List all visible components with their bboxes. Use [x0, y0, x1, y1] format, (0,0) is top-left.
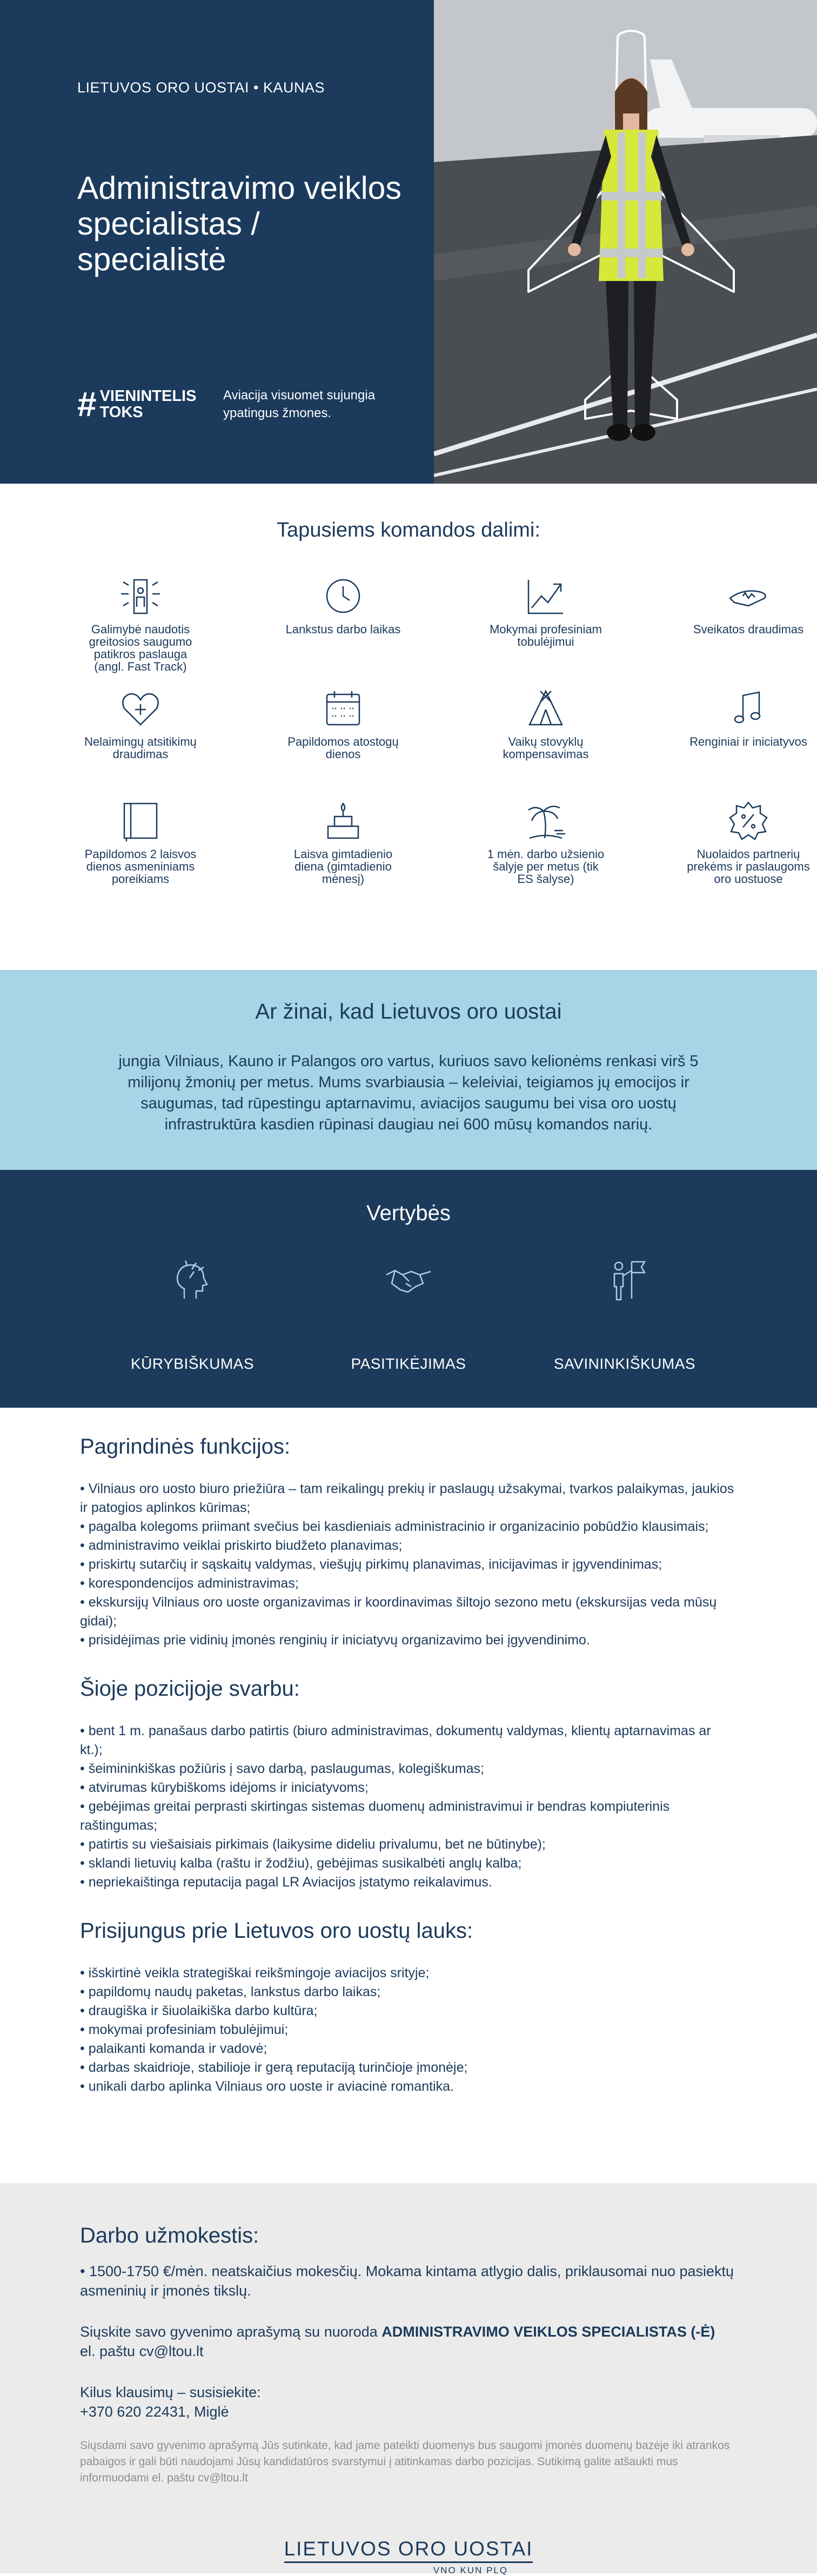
list-item: • darbas skaidrioje, stabilioje ir gerą reputaciją turinčioje įmonėje; [80, 2060, 468, 2075]
offer-list [80, 1964, 737, 2096]
heart-plus-icon [119, 687, 162, 730]
clock-icon [322, 574, 365, 618]
list-item: • šeimininkiškas požiūris į savo darbą, paslaugumas, kolegiškumas; [80, 1761, 484, 1776]
list-item: • draugiška ir šiuolaikiška darbo kultūra; [80, 2003, 318, 2018]
hero-tagline: Aviacija visuomet sujungia ypatingus žmones. [223, 388, 376, 420]
functions-title: Pagrindinės funkcijos: [80, 1435, 291, 1458]
list-item: • nepriekaištinga reputacija pagal LR Aviacijos įstatymo reikalavimus. [80, 1875, 492, 1890]
salary-text: • 1500-1750 €/mėn. neatskaičius mokesčių. Mokama kintama atlygio dalis, priklausomai nuo pasiektų asmeninių ir įmonės tikslų. [80, 2263, 734, 2299]
benefit-label: Nelaimingų atsitikimų draudimas [84, 735, 197, 761]
about-title: Ar žinai, kad Lietuvos oro uostai [255, 1000, 562, 1023]
hero [0, 0, 817, 484]
airport-codes: VNO KUN PLQ [433, 2565, 508, 2575]
list-item: • prisidėjimas prie vidinių įmonės renginių ir iniciatyvų organizavimo bei įgyvendinimo. [80, 1632, 590, 1648]
creative-head-icon [168, 1255, 217, 1304]
hashtag-line: TOKS [99, 404, 143, 421]
benefit-item [484, 687, 608, 799]
palm-tree-icon [524, 799, 567, 842]
benefit-label: Nuolaidos partnerių prekėms ir paslaugoms oro uostuose [687, 847, 810, 886]
hashtag-line: VIENINTELIS [99, 387, 197, 405]
job-details [0, 1408, 817, 2183]
growth-chart-icon [524, 574, 567, 618]
hashtag-logo [77, 385, 226, 424]
benefit-label: Renginiai ir iniciatyvos [689, 735, 807, 748]
about-section [0, 970, 817, 1170]
page-title: Administravimo veiklos specialistas / specialistė [77, 170, 401, 277]
benefit-label: Sveikatos draudimas [693, 623, 804, 636]
values-row [0, 1255, 817, 1373]
list-item: • išskirtinė veikla strategiškai reikšmingoje aviacijos srityje; [80, 1965, 430, 1980]
requirements-title: Šioje pozicijoje svarbu: [80, 1677, 300, 1701]
airport-staff-photo [434, 0, 817, 484]
cake-icon [322, 799, 365, 842]
hash-icon: # [77, 385, 97, 424]
brand-name: LIETUVOS ORO UOSTAI [284, 2538, 533, 2563]
benefit-label: 1 mėn. darbo užsienio šalyje per metus (tik ES šalyse) [487, 847, 605, 886]
benefits-grid [78, 574, 817, 912]
list-item: • sklandi lietuvių kalba (raštu ir žodžiu), gebėjimas susikalbėti anglų kalba; [80, 1856, 522, 1871]
list-item: • unikali darbo aplinka Vilniaus oro uoste ir aviacinė romantika. [80, 2079, 454, 2094]
apply-email-link[interactable]: el. paštu cv@ltou.lt [80, 2343, 204, 2359]
benefit-label: Galimybė naudotis greitosios saugumo patikros paslauga (angl. Fast Track) [89, 623, 192, 673]
person-flag-icon [600, 1255, 649, 1304]
list-item: • mokymai profesiniam tobulėjimui; [80, 2022, 289, 2037]
list-item: • Vilniaus oro uosto biuro priežiūra – tam reikalingų prekių ir paslaugų užsakymai, tvarkos palaikymas, jaukios ir patogios aplinkos kūrimas; [80, 1481, 734, 1515]
about-text: jungia Vilniaus, Kauno ir Palangos oro vartus, kuriuos savo kelionėms renkasi virš 5 milijonų žmonių per metus. Mums svarbiausia – keleiviai, teigiamos jų emocijos ir saugumas, tad rūpestingu aptarnavimu, aviacijos saugumu bei visa oro uostų infrastruktūra kasdien rūpinasi daugiau nei 600 mūsų komandos narių. [118, 1053, 699, 1133]
benefits-section [0, 484, 817, 970]
requirements-list [80, 1722, 737, 1892]
apply-reference: ADMINISTRAVIMO VEIKLOS SPECIALISTAS (-Ė) [381, 2324, 715, 2340]
contact-info [80, 2383, 737, 2421]
functions-list [80, 1480, 737, 1650]
value-item [544, 1255, 706, 1373]
benefit-item [78, 574, 203, 687]
list-item: • bent 1 m. panašaus darbo patirtis (biuro administravimas, dokumentų valdymas, klientų aptarnavimas ar kt.); [80, 1723, 711, 1757]
benefit-item [686, 574, 811, 687]
apply-prefix: Siųskite savo gyvenimo aprašymą su nuoroda [80, 2324, 382, 2340]
benefits-title: Tapusiems komandos dalimi: [277, 519, 540, 541]
list-item: • gebėjimas greitai perprasti skirtingas sistemas duomenų administravimui ir bendras kompiuterinis raštingumas; [80, 1799, 670, 1833]
list-item: • atvirumas kūrybiškoms idėjoms ir iniciatyvoms; [80, 1780, 369, 1795]
hero-panel [0, 0, 434, 484]
list-item: • patirtis su viešaisiais pirkimais (laikysime dideliu privalumu, bet ne būtinybe); [80, 1837, 546, 1852]
hero-tag [77, 386, 396, 422]
health-hand-icon [727, 574, 770, 618]
offer-title: Prisijungus prie Lietuvos oro uostų lauks: [80, 1919, 473, 1943]
benefit-item [281, 799, 405, 912]
calendar-icon [322, 687, 365, 730]
value-label: PASITIKĖJIMAS [351, 1355, 466, 1372]
apply-instructions [80, 2322, 737, 2361]
list-item: • priskirtų sutarčių ir sąskaitų valdymas, viešųjų pirkimų planavimas, inicijavimas ir įgyvendinimas; [80, 1557, 662, 1572]
benefit-label: Laisva gimtadienio diena (gimtadienio mėnesį) [293, 847, 393, 886]
privacy-disclaimer: Siųsdami savo gyvenimo aprašymą Jūs sutinkate, kad jame pateikti duomenys bus saugomi įmonės duomenų bazėje iki atrankos pabaigos ir gali būti naudojami Jūsų kandidatūros svarstymui į atitinkamas darbo pozicijas. Sutikimą galite atšaukti mus informuodami el. paštu cv@ltou.lt [80, 2439, 730, 2484]
benefit-label: Papildomos 2 laisvos dienos asmeniniams poreikiams [84, 847, 197, 886]
values-title: Vertybės [366, 1201, 451, 1225]
tent-icon [524, 687, 567, 730]
handshake-icon [384, 1255, 433, 1304]
list-item: • papildomų naudų paketas, lankstus darbo laikas; [80, 1984, 381, 1999]
salary-section [0, 2183, 817, 2573]
benefit-item [686, 799, 811, 912]
benefit-item [78, 687, 203, 799]
values-section [0, 1170, 817, 1408]
discount-badge-icon [727, 799, 770, 842]
list-item: • administravimo veiklai priskirto biudžeto planavimas; [80, 1538, 403, 1553]
fast-track-icon [119, 574, 162, 618]
value-item [327, 1255, 490, 1373]
value-label: KŪRYBIŠKUMAS [131, 1355, 254, 1372]
benefit-label: Mokymai profesiniam tobulėjimui [490, 623, 602, 648]
music-note-icon [727, 687, 770, 730]
value-label: SAVININKIŠKUMAS [553, 1355, 696, 1372]
salary-title: Darbo užmokestis: [80, 2224, 259, 2247]
list-item: • palaikanti komanda ir vadovė; [80, 2041, 267, 2056]
benefit-item [686, 687, 811, 799]
contact-label: Kilus klausimų – susisiekite: [80, 2384, 261, 2400]
hero-kicker: LIETUVOS ORO UOSTAI • KAUNAS [77, 79, 325, 96]
list-item: • pagalba kolegoms priimant svečius bei kasdieniais administracinio ir organizacinio pobūdžio klausimais; [80, 1519, 709, 1534]
value-item [111, 1255, 273, 1373]
list-item: • korespondencijos administravimas; [80, 1576, 299, 1591]
hero-photo [434, 0, 817, 484]
benefit-item [281, 687, 405, 799]
contact-phone[interactable]: +370 620 22431, Miglė [80, 2404, 229, 2420]
benefit-item [78, 799, 203, 912]
benefit-item [281, 574, 405, 687]
footer-logo [80, 2538, 737, 2576]
book-icon [119, 799, 162, 842]
benefit-label: Lankstus darbo laikas [285, 623, 401, 636]
benefit-label: Papildomos atostogų dienos [287, 735, 399, 761]
benefit-label: Vaikų stovyklų kompensavimas [503, 735, 589, 761]
benefit-item [484, 799, 608, 912]
benefit-item [484, 574, 608, 687]
list-item: • ekskursijų Vilniaus oro uoste organizavimas ir koordinavimas šiltojo sezono metu (ekskursijas veda mūsų gidai); [80, 1595, 717, 1629]
